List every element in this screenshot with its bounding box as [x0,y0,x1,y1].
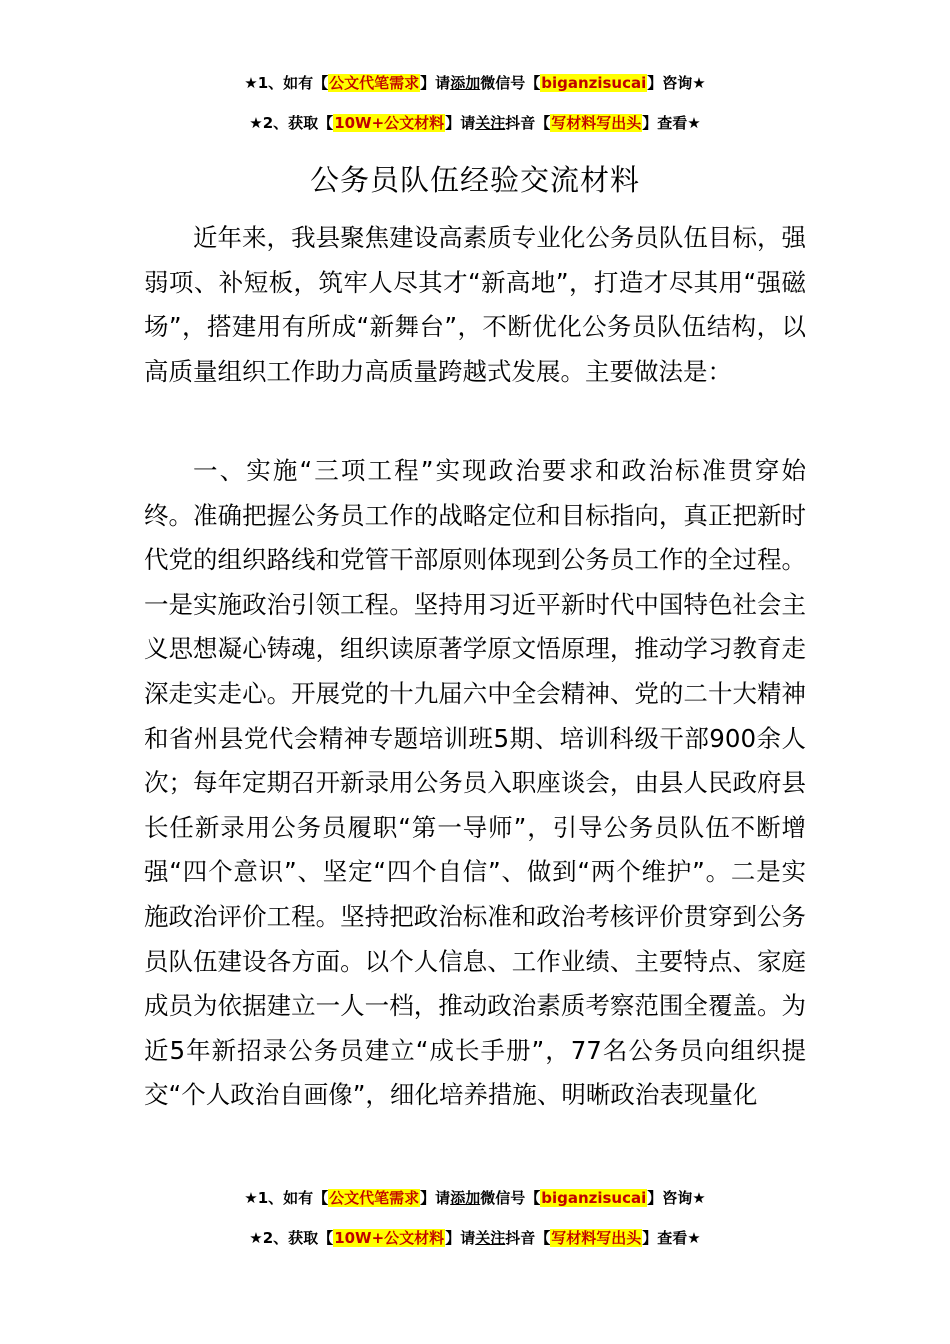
promo-text: 微信号【 [480,74,541,92]
promo-text: 】请 [420,74,451,92]
promo-text: ★2、获取【 [249,1229,334,1247]
promo-highlight: 公文代笔需求 [329,1189,420,1207]
promo-highlight: 10W+公文材料 [334,114,445,132]
document-body-intro [144,216,806,394]
promo-text: 】请 [445,1229,476,1247]
promo-highlight: 10W+公文材料 [334,1229,445,1247]
promo-highlight: biganzisucai [541,74,647,92]
paragraph: 近年来，我县聚焦建设高素质专业化公务员队伍目标，强弱项、补短板，筑牢人尽其才“新高地”，打造才尽其用“强磁场”，搭建用有所成“新舞台”，不断优化公务员队伍结构，以高质量组织工作助力高质量跨越式发展。主要做法是： [144,223,806,386]
promo-text: 】请 [420,1189,451,1207]
header-promo-line-2 [0,113,950,133]
document-title: 公务员队伍经验交流材料 [309,163,640,197]
promo-text: 抖音【 [505,114,551,132]
promo-highlight: 写材料写出头 [551,1229,642,1247]
promo-underline: 添加 [450,74,481,92]
promo-text: ★2、获取【 [249,114,334,132]
promo-text: 抖音【 [505,1229,551,1247]
promo-text: 微信号【 [480,1189,541,1207]
promo-text: 】查看★ [642,114,701,132]
promo-underline: 关注 [475,1229,506,1247]
promo-text: 】咨询★ [647,74,706,92]
promo-text: 】请 [445,114,476,132]
promo-highlight: 写材料写出头 [551,114,642,132]
footer-promo-line-1 [0,1188,950,1208]
paragraph: 一、实施“三项工程”实现政治要求和政治标准贯穿始终。准确把握公务员工作的战略定位和目标指向，真正把新时代党的组织路线和党管干部原则体现到公务员工作的全过程。一是实施政治引领工程。坚持用习近平新时代中国特色社会主义思想凝心铸魂，组织读原著学原文悟原理，推动学习教育走深走实走心。开展党的十九届六中全会精神、党的二十大精神和省州县党代会精神专题培训班5期、培训科级干部900余人次；每年定期召开新录用公务员入职座谈会，由县人民政府县长任新录用公务员履职“第一导师”，引导公务员队伍不断增强“四个意识”、坚定“四个自信”、做到“两个维护”。二是实施政治评价工程。坚持把政治标准和政治考核评价贯穿到公务员队伍建设各方面。以个人信息、工作业绩、主要特点、家庭成员为依据建立一人一档，推动政治素质考察范围全覆盖。为近5年新招录公务员建立“成长手册”，77名公务员向组织提交“个人政治自画像”，细化培养措施、明晰政治表现量化 [144,456,806,1110]
promo-text: 】查看★ [642,1229,701,1247]
promo-text: ★1、如有【 [244,74,329,92]
promo-text: ★1、如有【 [244,1189,329,1207]
header-promo-line-1 [0,73,950,93]
promo-underline: 关注 [475,114,506,132]
promo-underline: 添加 [450,1189,481,1207]
promo-highlight: biganzisucai [541,1189,647,1207]
footer-promo-line-2 [0,1228,950,1248]
promo-text: 】咨询★ [647,1189,706,1207]
promo-highlight: 公文代笔需求 [329,74,420,92]
document-body-section-1 [144,449,806,1118]
